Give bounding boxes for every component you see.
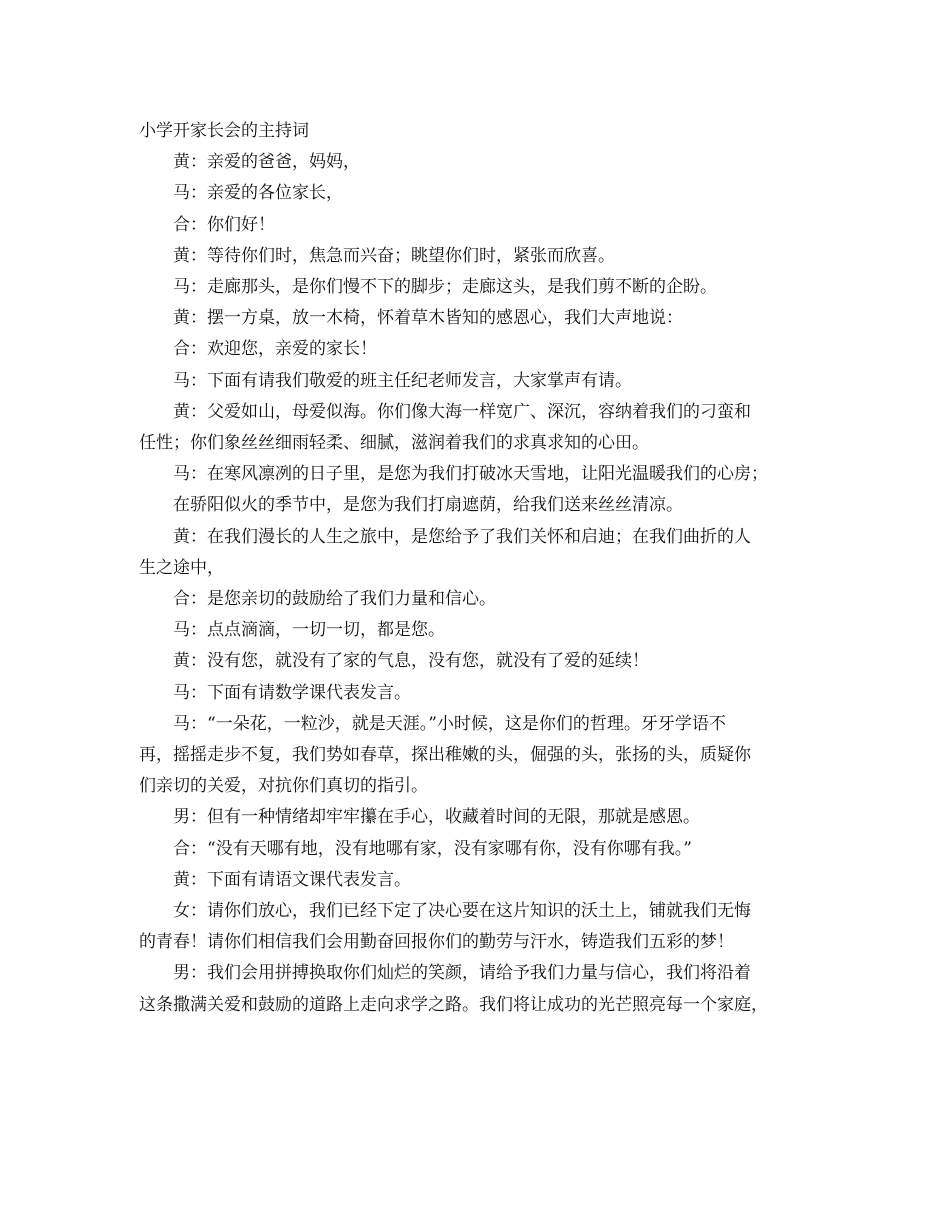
text-line: 黄：摆一方桌，放一木椅，怀着草木皆知的感恩心，我们大声地说： [173,308,683,329]
text-line: 马：在寒风凛冽的日子里，是您为我们打破冰天雪地，让阳光温暖我们的心房； [173,464,768,485]
document-text [139,147,829,1021]
text-line: 们亲切的关爱，对抗你们真切的指引。 [139,776,428,797]
document-title: 小学开家长会的主持词 [139,121,309,141]
text-line: 再，摇摇走步不复，我们势如春草，探出稚嫩的头，倔强的头，张扬的头，质疑你 [139,745,751,766]
text-line: 合：你们好！ [173,214,275,235]
text-line: 黄：下面有请语文课代表发言。 [173,869,411,890]
text-line: 合：欢迎您，亲爱的家长！ [173,339,377,360]
text-line: 任性；你们象丝丝细雨轻柔、细腻，滋润着我们的求真求知的心田。 [139,433,649,454]
text-line: 黄：在我们漫长的人生之旅中，是您给予了我们关怀和启迪；在我们曲折的人 [173,526,751,547]
text-line: 马：点点滴滴，一切一切，都是您。 [173,620,445,641]
text-line: 马：走廊那头，是你们慢不下的脚步；走廊这头，是我们剪不断的企盼。 [173,277,717,297]
text-line: 马：“一朵花，一粒沙，就是天涯。”小时候，这是你们的哲理。牙牙学语不 [173,713,726,734]
text-line: 黄：父爱如山，母爱似海。你们像大海一样宽广、深沉，容纳着我们的刁蛮和 [173,401,751,422]
text-line: 马：亲爱的各位家长， [173,183,343,204]
document-body [139,116,829,1021]
text-line: 在骄阳似火的季节中，是您为我们打扇遮荫，给我们送来丝丝清凉。 [173,495,683,516]
text-line: 女：请你们放心，我们已经下定了决心要在这片知识的沃土上，铺就我们无悔 [173,901,751,922]
text-line: 的青春！请你们相信我们会用勤奋回报你们的勤劳与汗水，铸造我们五彩的梦！ [139,932,734,953]
text-line: 黄：等待你们时，焦急而兴奋；眺望你们时，紧张而欣喜。 [173,245,615,266]
text-line: 黄：没有您，就没有了家的气息，没有您，就没有了爱的延续！ [173,651,649,672]
text-line: 这条撒满关爱和鼓励的道路上走向求学之路。我们将让成功的光芒照亮每一个家庭， [139,994,768,1015]
text-line: 马：下面有请数学课代表发言。 [173,682,411,703]
text-line: 黄：亲爱的爸爸，妈妈， [173,152,360,173]
text-line: 合：是您亲切的鼓励给了我们力量和信心。 [173,589,496,610]
text-line: 生之途中， [139,557,224,578]
text-line: 男：但有一种情绪却牢牢攥在手心，收藏着时间的无限，那就是感恩。 [173,807,700,828]
text-line: 合：“没有天哪有地，没有地哪有家，没有家哪有你，没有你哪有我。” [173,838,692,859]
text-line: 马：下面有请我们敬爱的班主任纪老师发言，大家掌声有请。 [173,370,632,391]
text-line: 男：我们会用拼搏换取你们灿烂的笑颜，请给予我们力量与信心，我们将沿着 [173,963,751,984]
